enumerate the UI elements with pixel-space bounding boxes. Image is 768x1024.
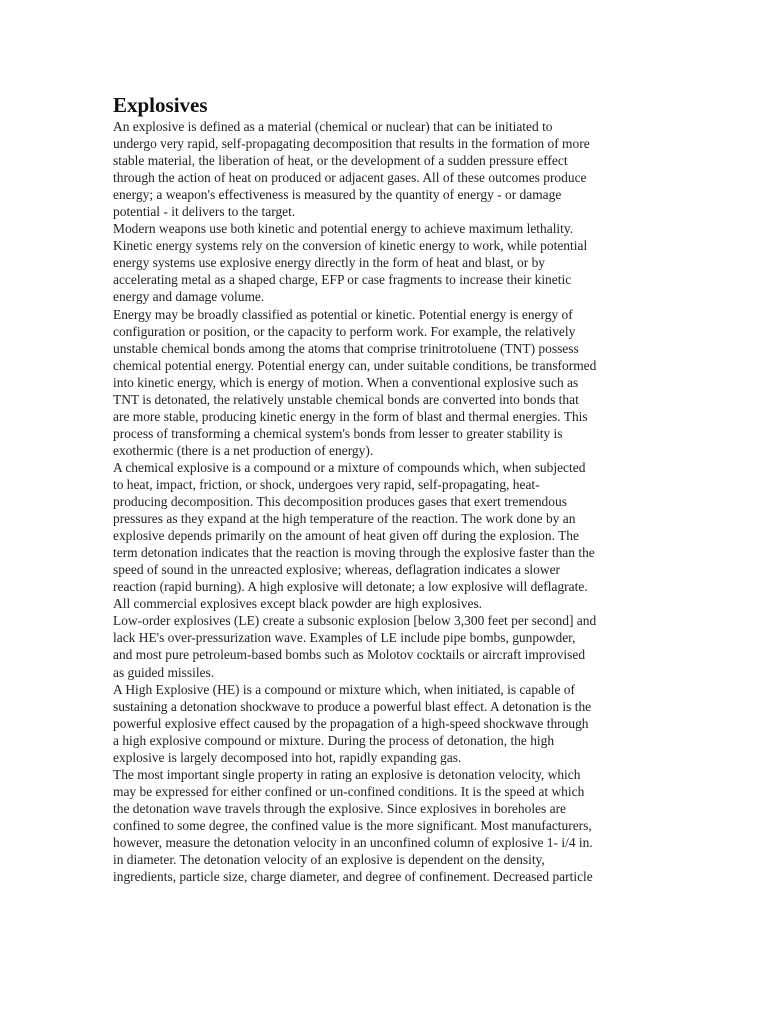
text-line: through the action of heat on produced or adjacent gases. All of these outcomes produce xyxy=(113,170,587,186)
text-line: ingredients, particle size, charge diameter, and degree of confinement. Decreased particle xyxy=(113,869,593,885)
text-line: A chemical explosive is a compound or a mixture of compounds which, when subjected xyxy=(113,459,586,475)
text-line: stable material, the liberation of heat, or the development of a sudden pressure effect xyxy=(113,153,568,169)
paragraph xyxy=(113,681,635,766)
text-line: are more stable, producing kinetic energy in the form of blast and thermal energies. This xyxy=(113,408,588,424)
text-line: Low-order explosives (LE) create a subsonic explosion [below 3,300 feet per second] and xyxy=(113,613,597,629)
text-line: Energy may be broadly classified as potential or kinetic. Potential energy is energy of xyxy=(113,306,573,322)
text-line: sustaining a detonation shockwave to produce a powerful blast effect. A detonation is the xyxy=(113,698,592,714)
paragraph xyxy=(113,612,635,680)
text-line: lack HE's over-pressurization wave. Examples of LE include pipe bombs, gunpowder, xyxy=(113,630,576,646)
text-line: energy systems use explosive energy directly in the form of heat and blast, or by xyxy=(113,255,546,271)
paragraph xyxy=(113,118,635,220)
text-line: the detonation wave travels through the explosive. Since explosives in boreholes are xyxy=(113,800,567,816)
text-line: may be expressed for either confined or un-confined conditions. It is the speed at which xyxy=(113,783,585,799)
text-line: into kinetic energy, which is energy of motion. When a conventional explosive such as xyxy=(113,374,579,390)
text-line: in diameter. The detonation velocity of an explosive is dependent on the density, xyxy=(113,852,545,868)
paragraph xyxy=(113,766,635,885)
text-line: speed of sound in the unreacted explosive; whereas, deflagration indicates a slower xyxy=(113,562,561,578)
text-line: explosive is largely decomposed into hot, rapidly expanding gas. xyxy=(113,749,462,765)
text-line: A High Explosive (HE) is a compound or mixture which, when initiated, is capable of xyxy=(113,681,575,697)
text-line: producing decomposition. This decomposition produces gases that exert tremendous xyxy=(113,494,567,510)
document-body xyxy=(113,118,635,885)
text-line: chemical potential energy. Potential energy can, under suitable conditions, be transformed xyxy=(113,357,597,373)
paragraph xyxy=(113,306,635,459)
text-line: a high explosive compound or mixture. During the process of detonation, the high xyxy=(113,732,555,748)
text-line: explosive depends primarily on the amount of heat given off during the explosion. The xyxy=(113,528,579,544)
text-line: pressures as they expand at the high temperature of the reaction. The work done by an xyxy=(113,511,576,527)
text-line: undergo very rapid, self-propagating decomposition that results in the formation of more xyxy=(113,136,590,152)
text-line: reaction (rapid burning). A high explosive will detonate; a low explosive will deflagrate. xyxy=(113,579,588,595)
text-line: as guided missiles. xyxy=(113,664,215,680)
text-line: accelerating metal as a shaped charge, EFP or case fragments to increase their kinetic xyxy=(113,272,572,288)
text-line: configuration or position, or the capacity to perform work. For example, the relatively xyxy=(113,323,576,339)
paragraph xyxy=(113,459,635,612)
text-line: energy and damage volume. xyxy=(113,289,265,305)
text-line: exothermic (there is a net production of energy). xyxy=(113,442,374,458)
text-line: An explosive is defined as a material (chemical or nuclear) that can be initiated to xyxy=(113,119,553,134)
text-line: however, measure the detonation velocity in an unconfined column of explosive 1- i/4 in. xyxy=(113,834,593,850)
text-line: confined to some degree, the confined value is the more significant. Most manufacturers, xyxy=(113,817,592,833)
document-page xyxy=(113,92,635,885)
paragraph xyxy=(113,220,635,305)
text-line: All commercial explosives except black powder are high explosives. xyxy=(113,596,483,612)
text-line: TNT is detonated, the relatively unstable chemical bonds are converted into bonds that xyxy=(113,391,579,407)
text-line: The most important single property in rating an explosive is detonation velocity, which xyxy=(113,766,581,782)
text-line: unstable chemical bonds among the atoms that comprise trinitrotoluene (TNT) possess xyxy=(113,340,579,356)
text-line: term detonation indicates that the reaction is moving through the explosive faster than the xyxy=(113,545,595,561)
text-line: process of transforming a chemical system's bonds from lesser to greater stability is xyxy=(113,425,563,441)
text-line: and most pure petroleum-based bombs such as Molotov cocktails or aircraft improvised xyxy=(113,647,586,663)
text-line: Kinetic energy systems rely on the conversion of kinetic energy to work, while potential xyxy=(113,238,588,254)
text-line: Modern weapons use both kinetic and potential energy to achieve maximum lethality. xyxy=(113,221,574,237)
document-title: Explosives xyxy=(113,93,208,117)
text-line: potential - it delivers to the target. xyxy=(113,204,296,220)
text-line: energy; a weapon's effectiveness is measured by the quantity of energy - or damage xyxy=(113,187,562,203)
text-line: powerful explosive effect caused by the propagation of a high-speed shockwave through xyxy=(113,715,589,731)
text-line: to heat, impact, friction, or shock, undergoes very rapid, self-propagating, heat- xyxy=(113,476,540,492)
